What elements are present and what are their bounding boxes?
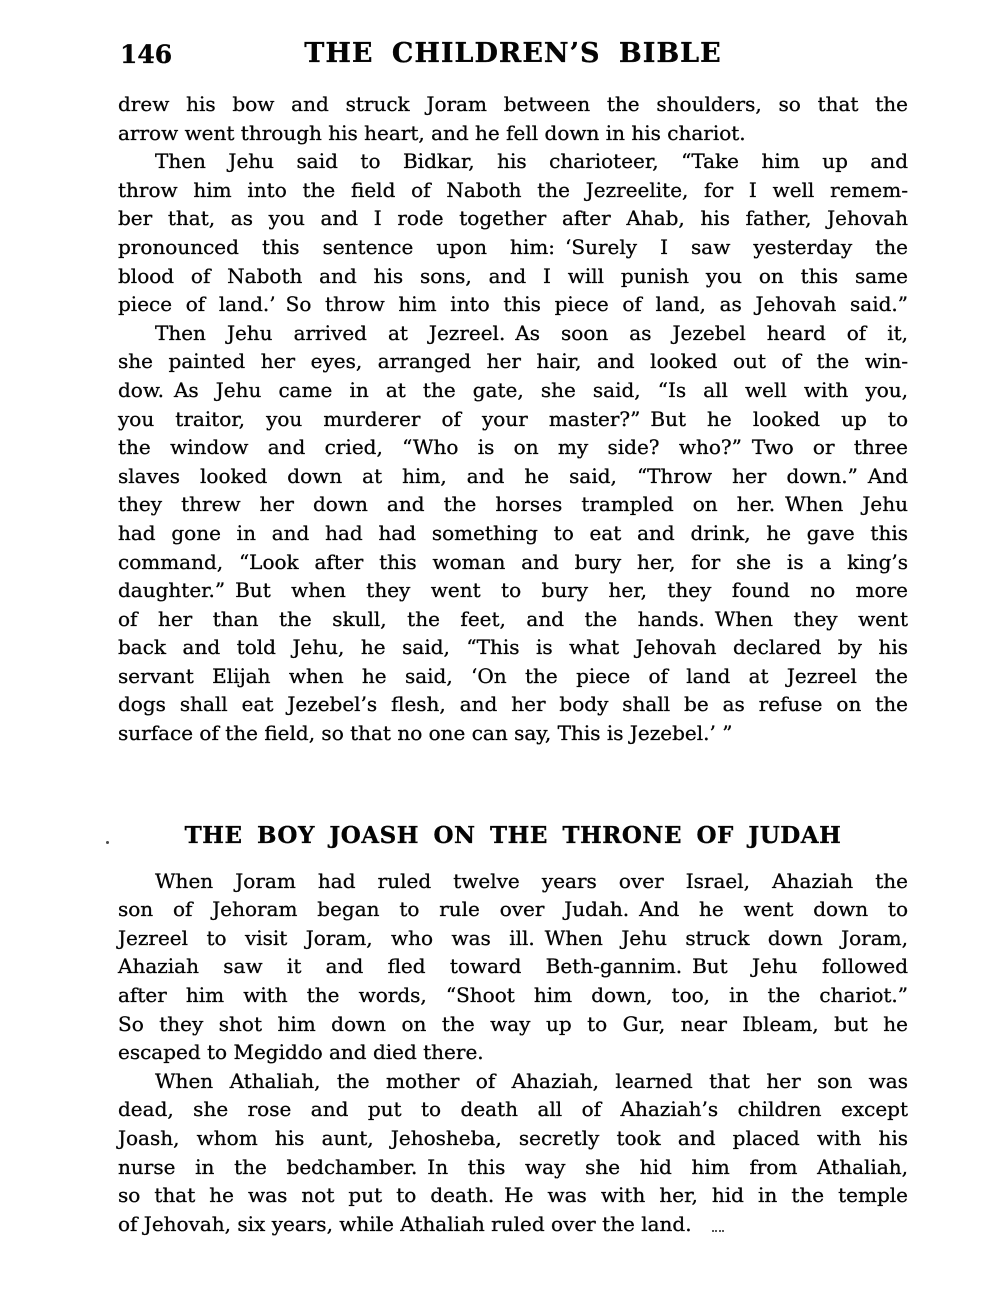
section-boy-joash <box>118 867 908 1239</box>
text-line: piece of land.’ So throw him into this piece of land, as Jehovah said.” <box>118 292 908 317</box>
text-line: back and told Jehu, he said, “This is what Jehovah declared by his <box>118 635 908 660</box>
paragraph <box>118 1067 908 1239</box>
text-line: so that he was not put to death. He was with her, hid in the temple <box>118 1183 908 1208</box>
paragraph <box>118 90 908 147</box>
section-heading: THE BOY JOASH ON THE THRONE OF JUDAH <box>184 821 842 849</box>
text-line: of her than the skull, the feet, and the hands. When they went <box>118 606 908 631</box>
text-line: of Jehovah, six years, while Athaliah ruled over the land. <box>118 1211 692 1236</box>
text-line: after him with the words, “Shoot him down, too, in the chariot.” <box>118 983 908 1008</box>
ink-speck-artifact <box>106 841 109 844</box>
paragraph <box>118 319 908 748</box>
text-line: had gone in and had had something to eat and drink, he gave this <box>118 520 908 545</box>
text-line: dead, she rose and put to death all of Ahaziah’s children except <box>118 1097 908 1122</box>
text-line: throw him into the field of Naboth the Jezreelite, for I well remem- <box>118 177 908 202</box>
paragraph <box>118 147 908 319</box>
text-line: daughter.” But when they went to bury her, they found no more <box>118 578 908 603</box>
ink-smudge-artifact <box>712 1230 724 1232</box>
text-line: drew his bow and struck Joram between the shoulders, so that the <box>118 92 908 116</box>
text-line: escaped to Megiddo and died there. <box>118 1040 484 1065</box>
page-number: 146 <box>120 40 173 69</box>
text-line: dogs shall eat Jezebel’s flesh, and her body shall be as refuse on the <box>118 692 908 717</box>
running-title: THE CHILDREN’S BIBLE <box>304 38 722 69</box>
text-line: pronounced this sentence upon him: ‘Surely I saw yesterday the <box>118 234 908 259</box>
text-line: arrow went through his heart, and he fell down in his chariot. <box>118 120 746 145</box>
text-column <box>118 90 908 1238</box>
text-line: Jezreel to visit Joram, who was ill. When Jehu struck down Joram, <box>118 925 908 950</box>
text-line: she painted her eyes, arranged her hair, and looked out of the win- <box>118 349 908 374</box>
text-line: the window and cried, “Who is on my side? who?” Two or three <box>118 435 908 460</box>
text-line: So they shot him down on the way up to Gur, near Ibleam, but he <box>118 1011 908 1036</box>
text-line: they threw her down and the horses trampled on her. When Jehu <box>118 492 908 517</box>
text-line: Then Jehu arrived at Jezreel. As soon as Jezebel heard of it, <box>155 320 908 345</box>
paragraph <box>118 867 908 1067</box>
text-line: When Athaliah, the mother of Ahaziah, learned that her son was <box>155 1068 908 1093</box>
text-line: Then Jehu said to Bidkar, his charioteer, “Take him up and <box>155 149 908 174</box>
text-line: you traitor, you murderer of your master?” But he looked up to <box>118 406 908 431</box>
section-jehu-jezebel <box>118 90 908 748</box>
text-line: ber that, as you and I rode together after Ahab, his father, Jehovah <box>118 206 908 231</box>
text-line: dow. As Jehu came in at the gate, she said, “Is all well with you, <box>118 377 908 402</box>
text-line: servant Elijah when he said, ‘On the piece of land at Jezreel the <box>118 663 908 688</box>
text-line: Joash, whom his aunt, Jehosheba, secretly took and placed with his <box>118 1126 908 1150</box>
text-line: surface of the field, so that no one can say, This is Jezebel.’ ” <box>118 721 733 746</box>
text-line: When Joram had ruled twelve years over Israel, Ahaziah the <box>155 868 908 893</box>
text-line: slaves looked down at him, and he said, “Throw her down.” And <box>118 463 908 488</box>
text-line: Ahaziah saw it and fled toward Beth-gannim. But Jehu followed <box>118 954 908 979</box>
text-line: command, “Look after this woman and bury her, for she is a king’s <box>118 549 908 574</box>
text-line: son of Jehoram began to rule over Judah. And he went down to <box>118 897 908 922</box>
text-line: blood of Naboth and his sons, and I will punish you on this same <box>118 263 908 288</box>
running-header <box>118 40 908 68</box>
text-line: nurse in the bedchamber. In this way she hid him from Athaliah, <box>118 1154 908 1179</box>
